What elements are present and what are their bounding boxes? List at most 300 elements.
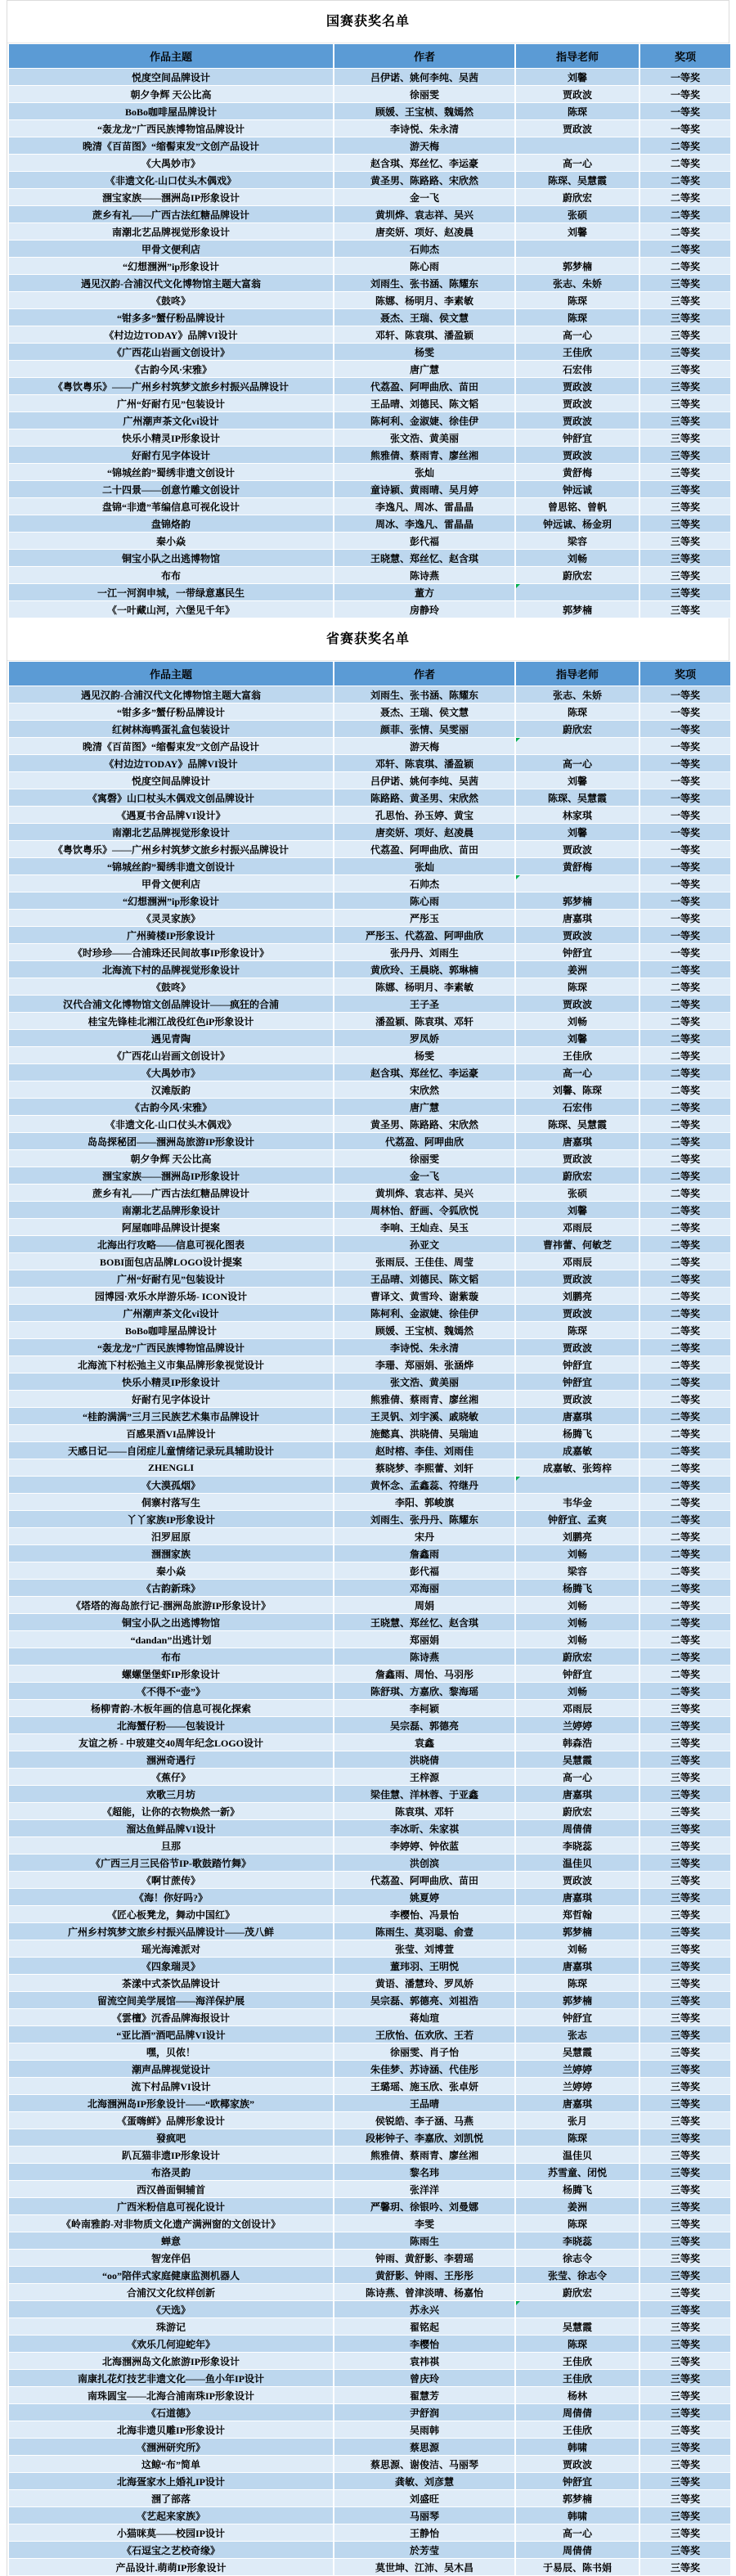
table-row [9,481,730,497]
cell-award: 三等奖 [640,2318,730,2335]
cell-authors: 曾庆玲 [334,2370,514,2386]
table-row [9,1803,730,1819]
cell-award: 二等奖 [640,258,730,274]
cell-advisor: 高一心 [516,2524,639,2541]
cell-authors: 潘盈颖、陈袁琪、邓轩 [334,1013,514,1029]
cell-authors: 王欣怡、伍欢欣、王若 [334,2026,514,2043]
cell-authors: 李诗悦、朱永清 [334,120,514,137]
cell-authors: 李柯颖 [334,1700,514,1716]
cell-authors: 刘雨生、张书涵、陈耀东 [334,275,514,291]
cell-advisor: 贾政波 [516,120,639,137]
cell-topic: 《匠心板凳龙，舞动中国红》 [9,1906,333,1922]
cell-topic: 北海出行攻略——信息可视化图表 [9,1236,333,1252]
cell-authors: 张洋洋 [334,2181,514,2197]
column-header-topic: 作品主题 [9,662,333,686]
cell-authors: 宋丹 [334,1528,514,1544]
cell-authors: 聂杰、王瑞、侯文慧 [334,309,514,326]
cell-authors: 侯锐皓、李子涵、马燕 [334,2112,514,2129]
table-row [9,1854,730,1871]
cell-advisor: 杨腾飞 [516,2181,639,2197]
cell-award: 三等奖 [640,2215,730,2232]
table-row [9,361,730,377]
cell-award: 三等奖 [640,2473,730,2489]
cell-advisor: 陈琛 [516,309,639,326]
cell-advisor: 邓雨辰 [516,1700,639,1716]
cell-topic: 布洛灵韵 [9,2164,333,2180]
cell-advisor: 刘馨 [516,1202,639,1218]
cell-topic: 丫丫家族IP形象设计 [9,1511,333,1527]
cell-authors: 陈心雨 [334,892,514,909]
table-row [9,824,730,840]
cell-topic: 《石道德》 [9,2404,333,2421]
table-row [9,2181,730,2197]
table-row [9,2490,730,2506]
cell-topic: 遇见汉韵-合浦汉代文化博物馆主题大富翁 [9,275,333,291]
cell-advisor: 高一心 [516,326,639,343]
table-row [9,1219,730,1235]
cell-award: 二等奖 [640,1477,730,1493]
cell-award: 三等奖 [640,2198,730,2214]
cell-advisor: 韩啸 [516,2439,639,2455]
cell-topic: 《天选》 [9,2301,333,2318]
cell-award: 二等奖 [640,155,730,171]
cell-award: 一等奖 [640,86,730,102]
cell-authors: 吴宗磊、郭德亮、刘祖浩 [334,1992,514,2008]
cell-award: 一等奖 [640,704,730,720]
cell-authors: 周林怡、舒画、令狐欣悦 [334,1202,514,1218]
cell-advisor [516,241,639,257]
cell-authors: 陈娜、杨明月、李素敏 [334,292,514,308]
cell-advisor: 刘馨 [516,824,639,840]
cell-authors: 熊雅倩、蔡雨青、廖丝湘 [334,1391,514,1407]
cell-award: 三等奖 [640,1717,730,1733]
cell-authors: 王品晴、刘德民、陈文韬 [334,395,514,411]
cell-topic: 悦度空间品牌设计 [9,69,333,85]
cell-award: 三等奖 [640,2421,730,2438]
table-row [9,721,730,737]
cell-topic: 遇见青陶 [9,1030,333,1046]
cell-award: 三等奖 [640,2335,730,2352]
cell-authors: 董方 [334,584,514,600]
cell-topic: 《鼓咚》 [9,292,333,308]
cell-advisor: 陈琛 [516,704,639,720]
cell-authors: 邓轩、陈袁琪、潘盈颖 [334,755,514,771]
cell-advisor [516,1477,639,1493]
table-row [9,515,730,532]
cell-award: 二等奖 [640,1666,730,1682]
cell-advisor: 刘馨 [516,223,639,240]
cell-topic: 《石逗宝之艺校奇缘》 [9,2542,333,2558]
cell-authors: 蔡思源、谢俊洁、马丽琴 [334,2456,514,2472]
cell-award: 三等奖 [640,2542,730,2558]
cell-award: 二等奖 [640,1425,730,1441]
cell-award: 三等奖 [640,1854,730,1871]
cell-topic: 北海涠洲岛IP形象设计——“欧椰家族” [9,2095,333,2111]
cell-award: 一等奖 [640,772,730,789]
cell-authors: 张灿 [334,464,514,480]
cell-award: 二等奖 [640,206,730,223]
cell-advisor: 贾政波 [516,1391,639,1407]
cell-topic: 南潮北艺品牌视觉形象设计 [9,824,333,840]
cell-topic: 北海非遗贝雕IP形象设计 [9,2421,333,2438]
cell-advisor: 黄舒梅 [516,464,639,480]
cell-authors: 钟雨、黄舒影、李碧瑶 [334,2250,514,2266]
comment-marker-icon [516,1477,520,1481]
cell-award: 一等奖 [640,69,730,85]
table-row [9,1597,730,1613]
cell-advisor: 刘畅 [516,1597,639,1613]
cell-award: 三等奖 [640,2026,730,2043]
cell-award: 一等奖 [640,738,730,754]
comment-marker-icon [516,738,520,742]
table-row [9,1064,730,1081]
cell-advisor: 梁容 [516,1562,639,1579]
table-row [9,2524,730,2541]
cell-advisor: 郭梦楠 [516,601,639,618]
cell-award: 二等奖 [640,1030,730,1046]
cell-authors: 吕伊诺、姚何李纯、吴茜 [334,69,514,85]
cell-topic: 《艺起来家族》 [9,2507,333,2524]
table-row [9,1081,730,1098]
cell-authors: 李珊、郑丽娟、张涵烨 [334,1356,514,1373]
cell-authors: 陈柯利、金淑婕、徐佳伊 [334,1305,514,1321]
cell-topic: 百感果酒VI品牌设计 [9,1425,333,1441]
cell-advisor: 周倩倩 [516,2542,639,2558]
cell-authors: 代荔盈、阿呷曲欣、苗田 [334,1872,514,1888]
cell-advisor: 苏雪童、闭悦 [516,2164,639,2180]
cell-advisor: 温佳贝 [516,2147,639,2163]
cell-topic: 流下村品牌VI设计 [9,2078,333,2094]
table-row [9,1528,730,1544]
cell-award: 三等奖 [640,1889,730,1905]
cell-award: 一等奖 [640,789,730,806]
cell-topic: 瑶光海滩派对 [9,1940,333,1957]
cell-award: 二等奖 [640,1185,730,1201]
cell-award: 三等奖 [640,1700,730,1716]
cell-advisor [516,875,639,892]
cell-topic: 《寓磬》山口杖头木偶戏文创品牌设计 [9,789,333,806]
cell-topic: 广州潮声茶文化vi设计 [9,1305,333,1321]
cell-authors: 顾媛、王宝桢、魏嫣然 [334,103,514,119]
cell-advisor: 唐嘉琪 [516,910,639,926]
cell-advisor: 贾政波 [516,86,639,102]
table-row [9,2404,730,2421]
cell-award: 三等奖 [640,601,730,618]
cell-award: 三等奖 [640,1751,730,1768]
cell-authors: 翟慧芳 [334,2387,514,2403]
cell-advisor: 刘畅 [516,1631,639,1648]
table-row [9,172,730,188]
cell-award: 三等奖 [640,412,730,429]
cell-advisor: 贾政波 [516,996,639,1012]
cell-award: 二等奖 [640,1545,730,1562]
cell-authors: 张文浩、黄美丽 [334,1373,514,1390]
cell-advisor: 刘鹏亮 [516,1528,639,1544]
cell-topic: “轰龙龙”广西民族博物馆品牌设计 [9,120,333,137]
table-row [9,2301,730,2318]
cell-authors: 李冰昕、朱家祺 [334,1820,514,1836]
cell-award: 二等奖 [640,1494,730,1510]
cell-advisor: 刘畅 [516,1614,639,1630]
table-row [9,910,730,926]
cell-advisor: 成嘉敏、张筠梓 [516,1459,639,1476]
cell-authors: 黄舒影、钟雨、王彤彤 [334,2267,514,2283]
cell-authors: 聂杰、王瑞、侯文慧 [334,704,514,720]
table-row [9,1494,730,1510]
table-row [9,1751,730,1768]
cell-advisor: 陈琛、吴慧霞 [516,789,639,806]
cell-authors: 严馨玥、徐银吟、刘曼娜 [334,2198,514,2214]
cell-advisor: 吴慧霞 [516,2318,639,2335]
table-row [9,1614,730,1630]
cell-authors: 梁佳慧、洋林蓉、于亚鑫 [334,1786,514,1802]
cell-authors: 朱佳梦、苏诗涵、代佳彤 [334,2061,514,2077]
cell-award: 一等奖 [640,927,730,943]
table-row [9,2421,730,2438]
cell-authors: 陈诗燕 [334,567,514,583]
cell-award: 三等奖 [640,464,730,480]
cell-advisor: 高一心 [516,155,639,171]
cell-award: 二等奖 [640,978,730,995]
table-row [9,1648,730,1665]
table-row [9,533,730,549]
cell-authors: 洪晓倩 [334,1751,514,1768]
cell-advisor: 韩啸 [516,2507,639,2524]
cell-authors: 彭代福 [334,1562,514,1579]
cell-award: 二等奖 [640,1133,730,1149]
cell-award: 三等奖 [640,1786,730,1802]
cell-authors: 杨雯 [334,1047,514,1063]
cell-advisor: 王佳欣 [516,344,639,360]
cell-authors: 熊雅倩、蔡雨青、廖丝湘 [334,2147,514,2163]
table-row [9,2043,730,2060]
table-row [9,1562,730,1579]
cell-authors: 黄圣男、陈路路、宋欣然 [334,1116,514,1132]
cell-advisor: 韦华金 [516,1494,639,1510]
table-row [9,2198,730,2214]
table-row [9,86,730,102]
cell-award: 二等奖 [640,1373,730,1390]
table-row [9,2370,730,2386]
cell-award: 三等奖 [640,550,730,566]
table-row [9,1305,730,1321]
cell-topic: 《蕉仔》 [9,1769,333,1785]
column-header-authors: 作者 [334,662,514,686]
table-row [9,1666,730,1682]
cell-award: 二等奖 [640,1391,730,1407]
cell-advisor: 温佳贝 [516,1854,639,1871]
cell-advisor: 贾政波 [516,447,639,463]
table-row [9,1047,730,1063]
table-row [9,1253,730,1270]
cell-award: 二等奖 [640,1047,730,1063]
table-row [9,241,730,257]
cell-award: 三等奖 [640,1923,730,1940]
cell-topic: 广州“好耐冇见”包装设计 [9,1270,333,1287]
cell-award: 三等奖 [640,2164,730,2180]
national-awards-section [7,1,729,618]
table-row [9,1373,730,1390]
cell-award: 二等奖 [640,1099,730,1115]
cell-award: 三等奖 [640,1906,730,1922]
cell-award: 三等奖 [640,2524,730,2541]
cell-award: 三等奖 [640,567,730,583]
table-row [9,704,730,720]
cell-topic: 汉滩版韵 [9,1081,333,1098]
cell-topic: 晚清《百苗图》“缩髻束发”文创产品设计 [9,137,333,154]
cell-topic: 珠游记 [9,2318,333,2335]
national-awards-title: 国赛获奖名单 [7,1,729,43]
table-row [9,344,730,360]
table-row [9,258,730,274]
table-row [9,1167,730,1184]
table-row [9,1391,730,1407]
table-row [9,1408,730,1424]
table-row [9,892,730,909]
table-row [9,1322,730,1338]
table-row [9,944,730,960]
cell-authors: 曹译文、黄雪玲、谢紫璇 [334,1288,514,1304]
cell-topic: 欢歌三月坊 [9,1786,333,1802]
cell-award: 二等奖 [640,1253,730,1270]
cell-topic: 涠洲奇遇行 [9,1751,333,1768]
cell-advisor: 陈琛 [516,978,639,995]
cell-authors: 黄怀念、孟鑫蕊、符继丹 [334,1477,514,1493]
cell-topic: “轰龙龙”广西民族博物馆品牌设计 [9,1339,333,1355]
table-row [9,841,730,857]
cell-topic: 朝夕争辉 天公比高 [9,1150,333,1167]
cell-authors: 唐奕妍、项好、赵凌晨 [334,223,514,240]
table-row [9,1683,730,1699]
table-row [9,2164,730,2180]
table-row [9,2112,730,2129]
column-header-authors: 作者 [334,44,514,68]
cell-topic: 园博园·欢乐水岸游乐场- ICON设计 [9,1288,333,1304]
cell-authors: 袁祎祺 [334,2353,514,2369]
cell-authors: 宋欣然 [334,1081,514,1098]
cell-authors: 翟铭起 [334,2318,514,2335]
cell-award: 二等奖 [640,1614,730,1630]
cell-award: 三等奖 [640,2129,730,2146]
cell-advisor: 贾政波 [516,395,639,411]
cell-topic: 《非遗文化-山口仗头木偶戏》 [9,172,333,188]
cell-advisor: 贾政波 [516,1270,639,1287]
cell-advisor: 钟远诚 [516,481,639,497]
table-row [9,1734,730,1751]
cell-award: 二等奖 [640,1116,730,1132]
cell-award: 三等奖 [640,2095,730,2111]
cell-topic: 溜达鱼鲜品牌VI设计 [9,1820,333,1836]
cell-award: 二等奖 [640,1459,730,1476]
provincial-awards-table-header [9,662,730,686]
cell-advisor: 郭梦楠 [516,2490,639,2506]
cell-award: 三等奖 [640,2181,730,2197]
cell-authors: 吕伊诺、姚何李纯、吴茜 [334,772,514,789]
cell-topic: 广州“好耐冇见”包装设计 [9,395,333,411]
header-row [9,44,730,68]
cell-topic: 《欢乐几何迎蛇年》 [9,2335,333,2352]
table-row [9,2147,730,2163]
cell-topic: 北海涠洲岛文化旅游IP形象设计 [9,2353,333,2369]
cell-award: 三等奖 [640,2456,730,2472]
cell-advisor: 王佳欣 [516,2353,639,2369]
table-row [9,1631,730,1648]
cell-advisor: 刘馨 [516,1030,639,1046]
cell-advisor: 兰婷婷 [516,2061,639,2077]
cell-advisor: 唐嘉琪 [516,1958,639,1974]
cell-authors: 孔思怡、孙玉婷、黄宝 [334,807,514,823]
header-row [9,662,730,686]
cell-advisor [516,584,639,600]
cell-authors: 石帅杰 [334,241,514,257]
cell-award: 一等奖 [640,686,730,703]
cell-advisor: 陈琛 [516,103,639,119]
cell-award: 三等奖 [640,2370,730,2386]
comment-marker-icon [516,584,520,588]
cell-advisor: 韩森浩 [516,1734,639,1751]
cell-authors: 陈雨生、莫羽聪、俞壹 [334,1923,514,1940]
table-row [9,2335,730,2352]
cell-award: 一等奖 [640,807,730,823]
table-row [9,1202,730,1218]
cell-authors: 詹鑫雨 [334,1545,514,1562]
cell-topic: 杨柳青韵-木板年画的信息可视化探索 [9,1700,333,1716]
cell-advisor: 周倩倩 [516,2404,639,2421]
cell-topic: 一江一河润申城，一带绿意惠民生 [9,584,333,600]
cell-award: 二等奖 [640,1081,730,1098]
table-row [9,189,730,205]
cell-topic: 好耐冇见字体设计 [9,447,333,463]
cell-authors: 王静怡 [334,2524,514,2541]
cell-award: 二等奖 [640,1631,730,1648]
cell-topic: 涠涠家族 [9,1545,333,1562]
cell-authors: 王品晴、刘德民、陈文韬 [334,1270,514,1287]
cell-advisor: 贾政波 [516,412,639,429]
cell-topic: 《古韵今风·宋雅》 [9,361,333,377]
cell-award: 二等奖 [640,1597,730,1613]
cell-award: 三等奖 [640,533,730,549]
cell-authors: 李雯 [334,2215,514,2232]
comment-marker-icon [516,875,520,879]
cell-advisor: 陈琛 [516,2215,639,2232]
cell-authors: 莫世坤、江沛、吴木昌 [334,2559,514,2575]
cell-topic: 涠宝家族——涠洲岛IP形象设计 [9,1167,333,1184]
table-row [9,1013,730,1029]
cell-topic: 合浦汉文化纹样创新 [9,2284,333,2300]
cell-advisor: 钟舒宜 [516,429,639,446]
cell-award: 二等奖 [640,1270,730,1287]
cell-advisor: 钟舒宜 [516,1666,639,1682]
cell-advisor: 郭梦楠 [516,1923,639,1940]
cell-advisor: 陈琛 [516,1975,639,1991]
cell-topic: 小猫咪莫——校园IP设计 [9,2524,333,2541]
table-row [9,206,730,223]
table-row [9,2353,730,2369]
cell-advisor: 蔚欣宏 [516,1167,639,1184]
cell-authors: 代荔盈、阿呷曲欣、苗田 [334,378,514,394]
cell-authors: 黄圳烨、袁志祥、吴兴 [334,206,514,223]
cell-topic: “钳多多”蟹仔粉品牌设计 [9,309,333,326]
cell-topic: 广州乡村筑梦文旅乡村振兴品牌设计——茂八鲜 [9,1923,333,1940]
cell-award: 三等奖 [640,1837,730,1854]
cell-authors: 张丹丹、刘雨生 [334,944,514,960]
cell-award: 二等奖 [640,1511,730,1527]
award-document [7,0,729,2576]
cell-award: 三等奖 [640,2353,730,2369]
cell-authors: 陈诗燕 [334,1648,514,1665]
table-row [9,1820,730,1836]
cell-authors: 陈柯利、金淑婕、徐佳伊 [334,412,514,429]
